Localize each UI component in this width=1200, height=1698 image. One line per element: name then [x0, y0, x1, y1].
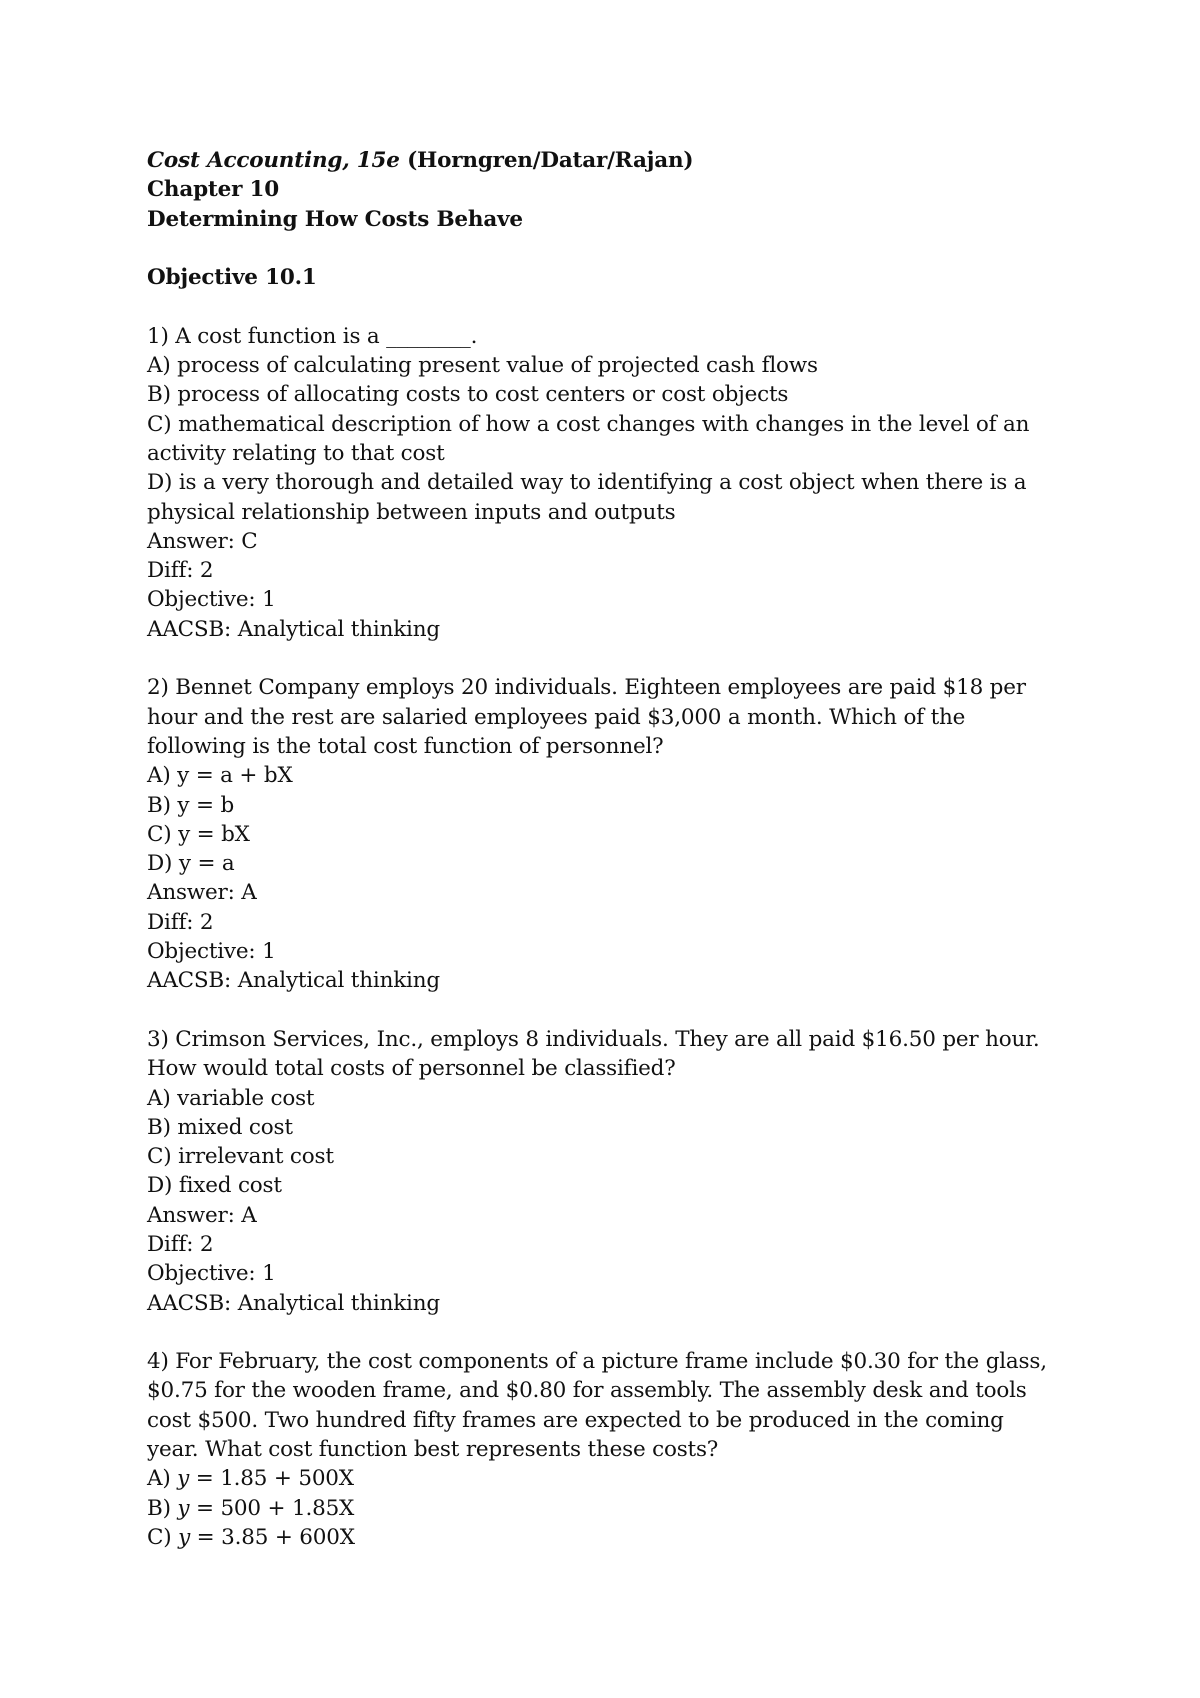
- question-objective: Objective: 1: [147, 939, 276, 965]
- question-stem-line: How would total costs of personnel be classified?: [147, 1056, 676, 1082]
- answer-option: A) y = a + bX: [147, 763, 293, 789]
- book-authors: (Horngren/Datar/Rajan): [399, 148, 694, 173]
- question-aacsb: AACSB: Analytical thinking: [147, 968, 440, 994]
- answer-option: D) y = a: [147, 851, 235, 877]
- question-diff: Diff: 2: [147, 1231, 214, 1257]
- answer-option: C) mathematical description of how a cost changes with changes in the level of an: [147, 411, 1030, 437]
- question-block: [147, 1347, 1107, 1552]
- spacer: [147, 996, 1107, 1025]
- variable-y: y: [177, 1495, 190, 1521]
- question-answer: Answer: C: [147, 528, 258, 554]
- answer-option: C) irrelevant cost: [147, 1144, 334, 1170]
- question-block: [147, 1025, 1107, 1318]
- question-stem-line: 1) A cost function is a ________.: [147, 323, 478, 349]
- spacer: [147, 1318, 1107, 1347]
- answer-option: B) y = 500 + 1.85X: [147, 1495, 355, 1521]
- variable-y: y: [178, 1524, 191, 1550]
- question-stem-line: 2) Bennet Company employs 20 individuals. Eighteen employees are paid $18 per: [147, 675, 1026, 701]
- question-aacsb: AACSB: Analytical thinking: [147, 616, 440, 642]
- question-stem-line: following is the total cost function of personnel?: [147, 733, 664, 759]
- question-block: [147, 322, 1107, 644]
- spacer: [147, 234, 1107, 263]
- question-diff: Diff: 2: [147, 909, 214, 935]
- question-list: [147, 322, 1107, 1552]
- question-aacsb: AACSB: Analytical thinking: [147, 1290, 440, 1316]
- answer-option: D) fixed cost: [147, 1173, 282, 1199]
- question-stem-line: 3) Crimson Services, Inc., employs 8 individuals. They are all paid $16.50 per hour.: [147, 1026, 1040, 1052]
- answer-option: D) is a very thorough and detailed way to identifying a cost object when there is a: [147, 470, 1027, 496]
- question-objective: Objective: 1: [147, 1261, 276, 1287]
- question-stem-line: $0.75 for the wooden frame, and $0.80 for assembly. The assembly desk and tools: [147, 1378, 1027, 1404]
- question-block: [147, 673, 1107, 995]
- spacer: [147, 644, 1107, 673]
- question-objective: Objective: 1: [147, 587, 276, 613]
- answer-option: B) process of allocating costs to cost centers or cost objects: [147, 382, 789, 408]
- answer-option: C) y = 3.85 + 600X: [147, 1524, 355, 1550]
- spacer: [147, 292, 1107, 321]
- question-stem-line: year. What cost function best represents these costs?: [147, 1437, 719, 1463]
- document-page: [147, 146, 1107, 1552]
- answer-option: A) process of calculating present value of projected cash flows: [147, 353, 818, 379]
- book-title: Cost Accounting, 15e: [147, 148, 400, 173]
- chapter-title: Determining How Costs Behave: [147, 206, 523, 232]
- objective-heading: Objective 10.1: [147, 265, 317, 291]
- chapter-number: Chapter 10: [147, 177, 280, 203]
- answer-option: B) mixed cost: [147, 1114, 293, 1140]
- book-header: [147, 146, 1107, 175]
- question-stem-line: hour and the rest are salaried employees paid $3,000 a month. Which of the: [147, 704, 966, 730]
- answer-option: B) y = b: [147, 792, 235, 818]
- question-stem-line: cost $500. Two hundred fifty frames are expected to be produced in the coming: [147, 1407, 1004, 1433]
- answer-option: C) y = bX: [147, 821, 250, 847]
- question-answer: Answer: A: [147, 1202, 257, 1228]
- question-diff: Diff: 2: [147, 558, 214, 584]
- question-stem-line: 4) For February, the cost components of a picture frame include $0.30 for the glass,: [147, 1349, 1047, 1375]
- question-answer: Answer: A: [147, 880, 257, 906]
- answer-option: physical relationship between inputs and outputs: [147, 499, 676, 525]
- answer-option: activity relating to that cost: [147, 440, 445, 466]
- answer-option: A) y = 1.85 + 500X: [147, 1466, 354, 1492]
- answer-option: A) variable cost: [147, 1085, 315, 1111]
- variable-y: y: [177, 1466, 190, 1492]
